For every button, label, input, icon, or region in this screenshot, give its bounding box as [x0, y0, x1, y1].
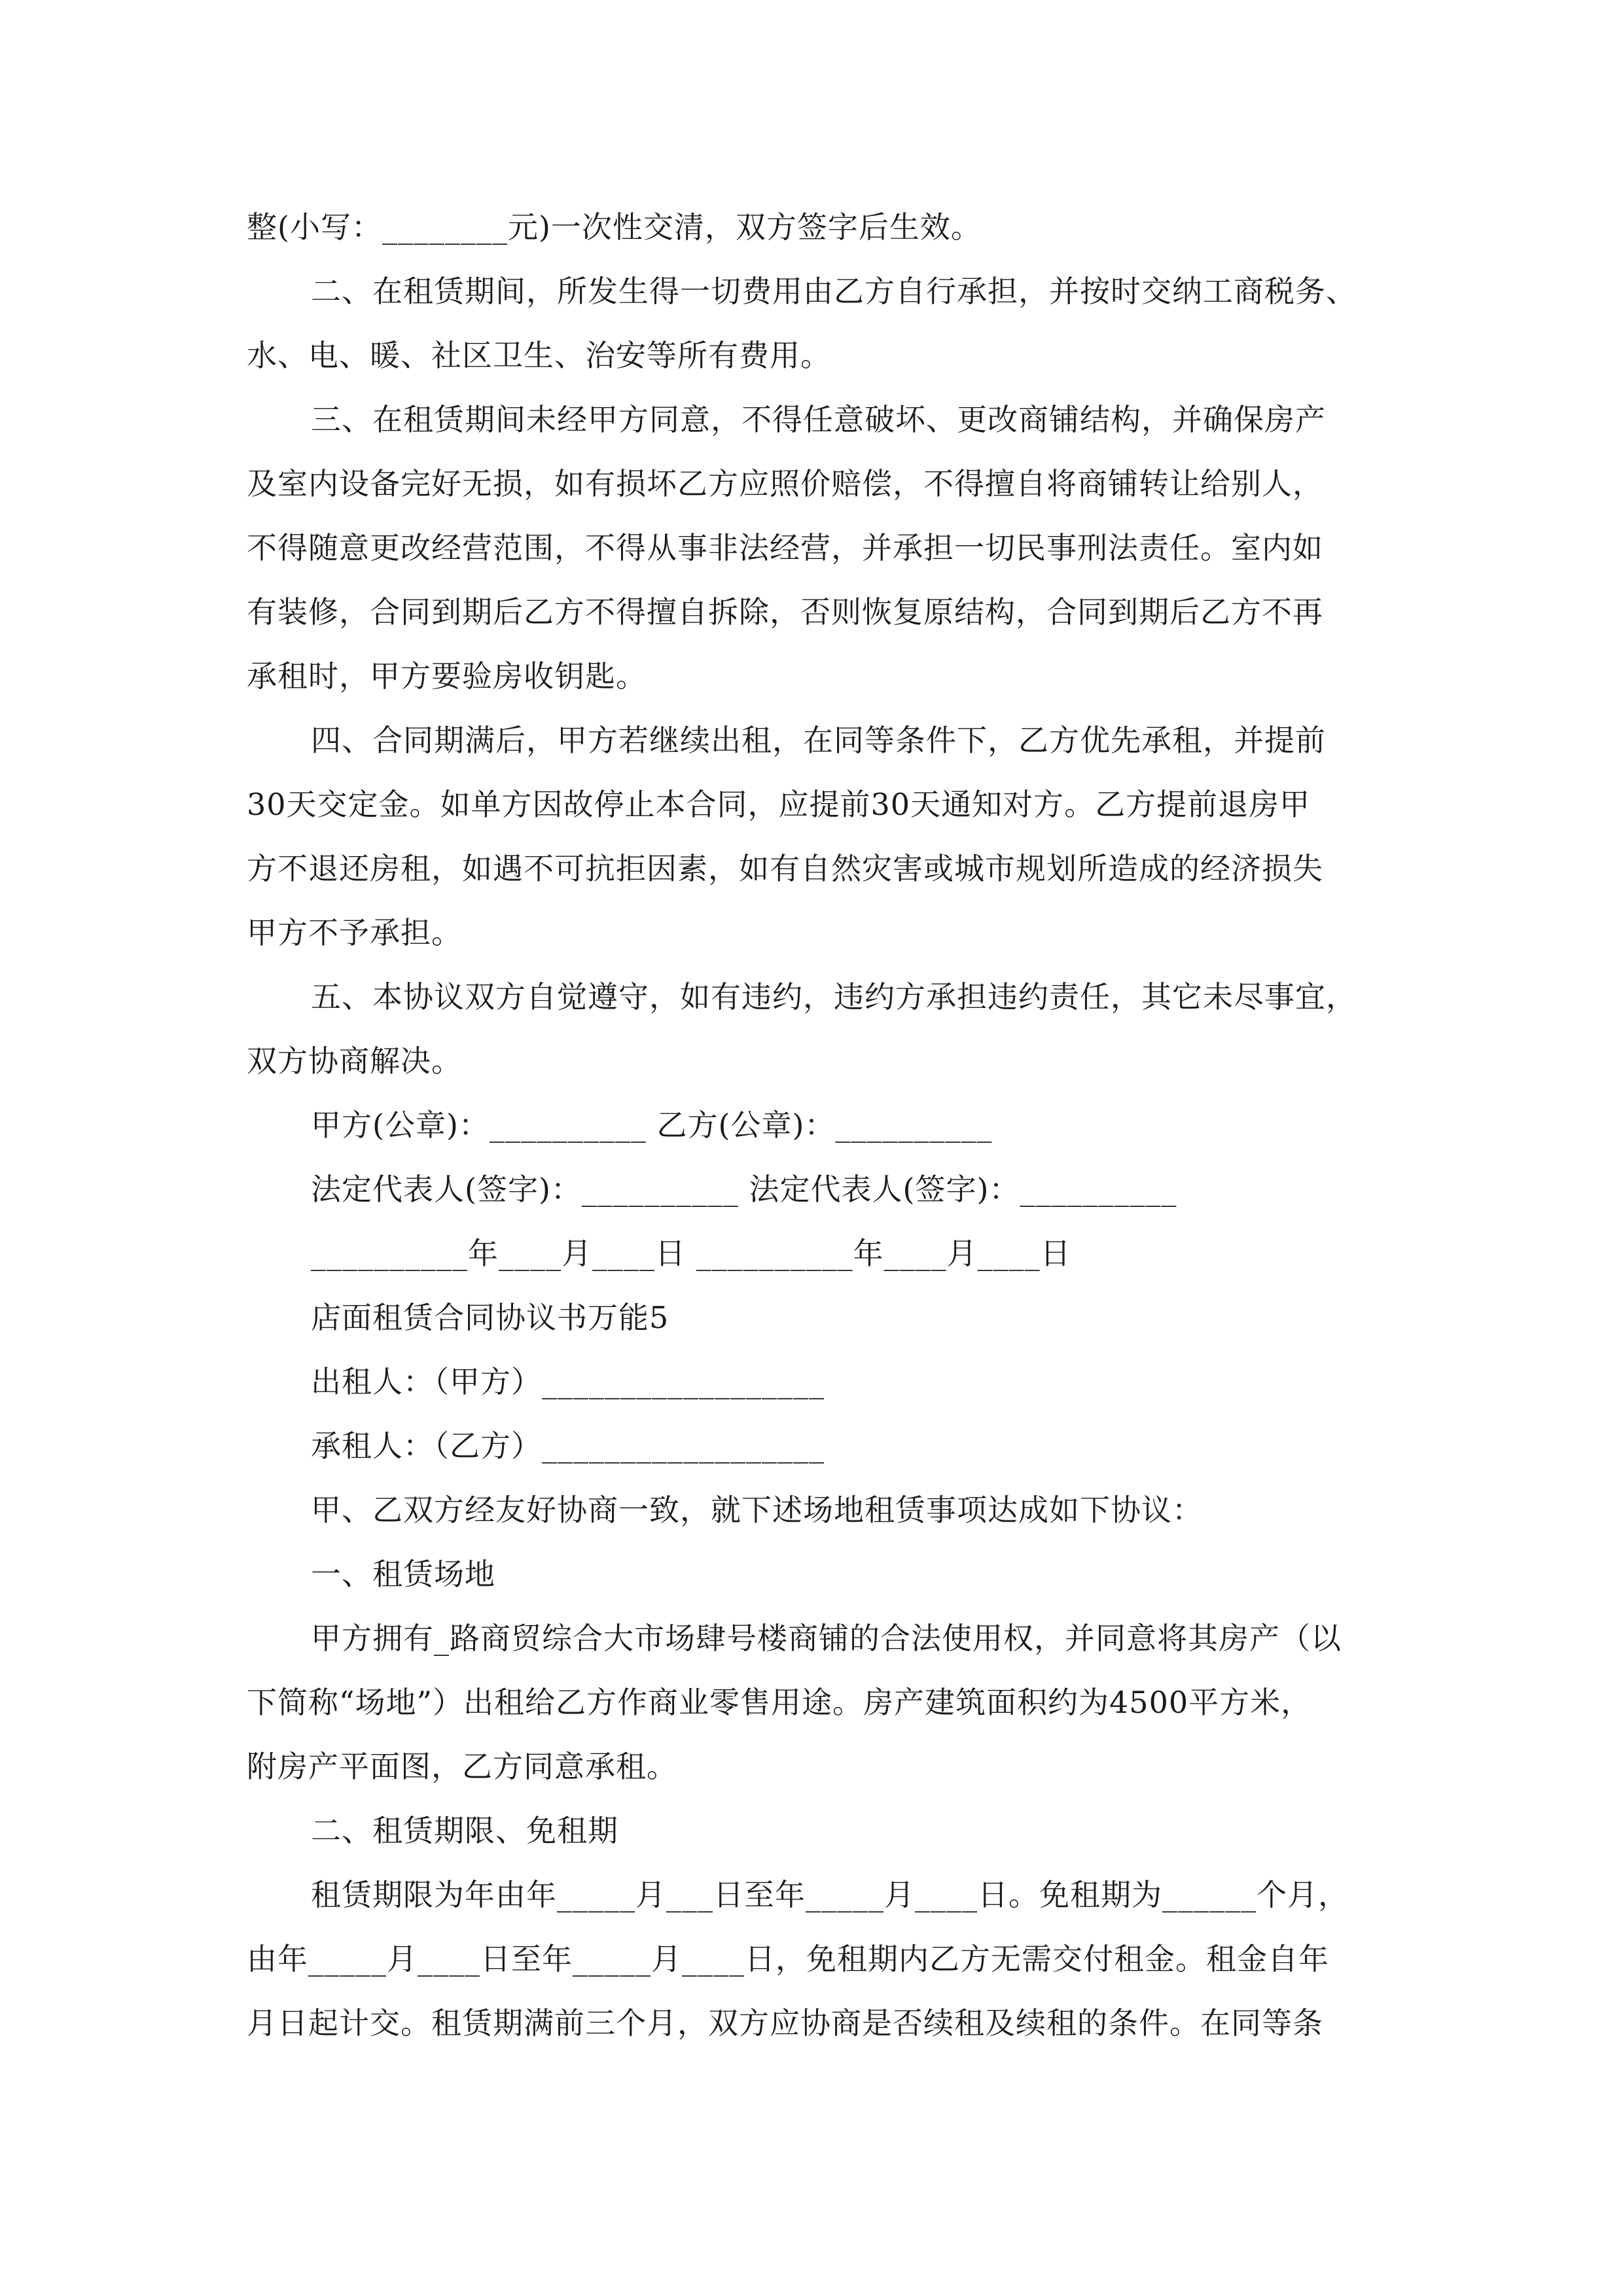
signature-line: 法定代表人(签字)：__________ 法定代表人(签字)：__________ — [311, 1172, 1177, 1207]
text-line: 三、在租赁期间未经甲方同意，不得任意破坏、更改商铺结构，并确保房产 — [311, 402, 1326, 437]
section-title: 店面租赁合同协议书万能5 — [311, 1300, 669, 1335]
text-line: 水、电、暖、社区卫生、治安等所有费用。 — [247, 338, 831, 373]
text-line: 及室内设备完好无损，如有损坏乙方应照价赔偿，不得擅自将商铺转让给别人， — [247, 466, 1323, 501]
text-line: 双方协商解决。 — [247, 1043, 462, 1079]
text-line: 下简称“场地”）出租给乙方作商业零售用途。房产建筑面积约为4500平方米， — [247, 1685, 1312, 1720]
party-line: 出租人：（甲方）__________________ — [311, 1364, 825, 1399]
text-line: 租赁期限为年由年_____月___日至年_____月____日。免租期为______个月， — [311, 1877, 1349, 1912]
party-line: 承租人：（乙方）__________________ — [311, 1428, 825, 1463]
text-line: 附房产平面图，乙方同意承租。 — [247, 1749, 677, 1784]
text-line: 甲、乙双方经友好协商一致，就下述场地租赁事项达成如下协议： — [311, 1492, 1203, 1528]
text-line: 承租时，甲方要验房收钥匙。 — [247, 658, 647, 694]
text-line: 不得随意更改经营范围，不得从事非法经营，并承担一切民事刑法责任。室内如 — [247, 530, 1323, 565]
clause-heading: 二、租赁期限、免租期 — [311, 1813, 618, 1848]
date-line: __________年____月____日 __________年____月____日 — [311, 1236, 1071, 1271]
text-line: 有装修，合同到期后乙方不得擅自拆除，否则恢复原结构，合同到期后乙方不再 — [247, 594, 1323, 630]
text-line: 甲方不予承担。 — [247, 915, 462, 950]
text-line: 二、在租赁期间，所发生得一切费用由乙方自行承担，并按时交纳工商税务、 — [311, 274, 1357, 309]
text-line: 五、本协议双方自觉遵守，如有违约，违约方承担违约责任，其它未尽事宜， — [311, 979, 1357, 1014]
signature-line: 甲方(公章)：__________ 乙方(公章)：__________ — [311, 1107, 993, 1143]
text-line: 四、合同期满后，甲方若继续出租，在同等条件下，乙方优先承租，并提前 — [311, 723, 1326, 758]
text-line: 甲方拥有_路商贸综合大市场肆号楼商铺的合法使用权，并同意将其房产（以 — [311, 1621, 1342, 1656]
text-line: 由年_____月____日至年_____月____日，免租期内乙方无需交付租金。租金自年 — [247, 1941, 1329, 1977]
text-line: 方不退还房租，如遇不可抗拒因素，如有自然灾害或城市规划所造成的经济损失 — [247, 851, 1323, 886]
text-line: 整(小写：________元)一次性交清，双方签字后生效。 — [247, 209, 982, 245]
text-line: 30天交定金。如单方因故停止本合同，应提前30天通知对方。乙方提前退房甲 — [247, 787, 1311, 822]
clause-heading: 一、租赁场地 — [311, 1556, 495, 1592]
text-line: 月日起计交。租赁期满前三个月，双方应协商是否续租及续租的条件。在同等条 — [247, 2005, 1323, 2041]
